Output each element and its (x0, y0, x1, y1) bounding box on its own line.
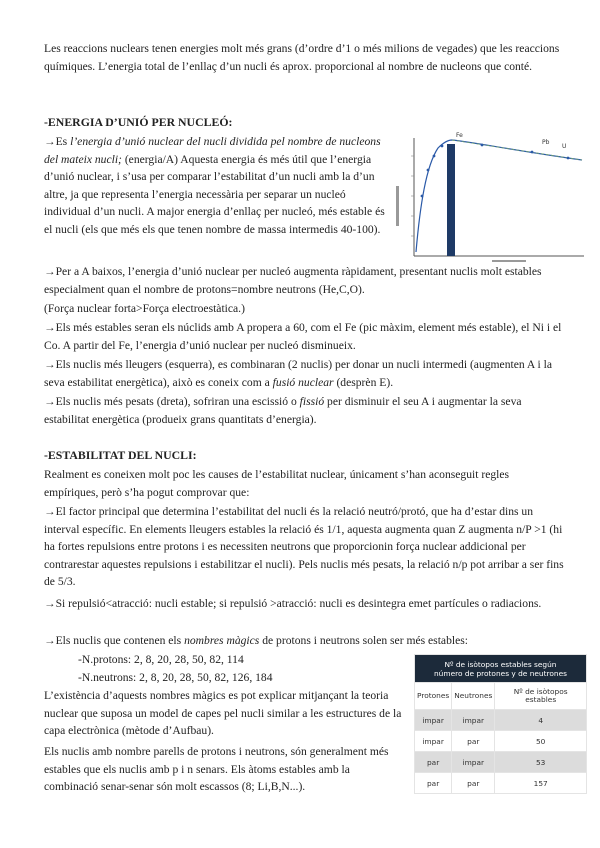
repulsion-attraction-paragraph: →Si repulsió<atracció: nucli estable; si repulsió >atracció: nucli es desintegra emet partícules o radiacions. (44, 597, 542, 610)
table-cell: par (452, 731, 495, 752)
low-a-paragraph: →Per a A baixos, l’energia d’unió nuclear per nucleó augmenta ràpidament, presentant nuclis molt estables especialment quan el nombre de protons=nombre neutrons (He,C,O). (44, 265, 542, 296)
shell-model-paragraph: L’existència d’aquests nombres màgics es pot explicar mitjançant la teoria nuclear que suposa un model de capes pel nucli similar a les estructures de la capa electrònica (mètode d’Aufbau). (44, 689, 402, 737)
fission-emphasis: fissió (299, 395, 325, 408)
table-cell: par (415, 752, 452, 773)
table-row (415, 731, 587, 752)
table-cell: 53 (495, 752, 587, 773)
magic-emphasis: nombres màgics (184, 634, 260, 647)
def-rest-text: (energia/A) Aquesta energia és més útil que l’energia d’unió nuclear, i s’usa per comparar l’estabilitat d’un nucli amb la d’un altre, ja que representa l’energia necessària per separar un nucleó individual d’un nucli. A major energia d’enllaç per nucleó, més estable és el nucli (els que més els que tenen nombre de massa intermedis 40-100). (44, 152, 385, 236)
col-header-neutrones: Neutrones (452, 683, 495, 710)
force-comparison-paragraph: (Força nuclear forta>Força electroestàtica.) (44, 302, 245, 315)
binding-energy-curve-figure (392, 126, 588, 264)
table-cell: par (452, 773, 495, 794)
table-title-line2: número de protones y de neutrones (434, 668, 567, 678)
u-label: U (562, 143, 567, 150)
fusion-text-b: (desprèn E). (333, 375, 394, 389)
fission-text-a: →Els nuclis més pesats (dreta), sofriran una escissió o (44, 395, 300, 408)
table-title-row (415, 655, 587, 683)
stability-intro-paragraph: Realment es coneixen molt poc les causes de l’estabilitat nuclear, únicament s’han aconseguit regles empíriques, però s’ha pogut comprovar que: (44, 468, 510, 499)
table-cell: impar (415, 731, 452, 752)
table-row (415, 710, 587, 731)
intro-paragraph: Les reaccions nuclears tenen energies molt més grans (d’ordre d’1 o més milions de vegades) que les reaccions químiques. L’energia total de l’enllaç d’un nucli és aprox. proporcional al nombre de nucleons que conté. (44, 42, 560, 73)
binding-energy-curve-graph (392, 126, 588, 264)
col-header-protones: Protones (415, 683, 452, 710)
stable-isotopes-table (414, 654, 587, 794)
table-cell: 4 (495, 710, 587, 731)
magic-text-b: de protons i neutrons solen ser més estables: (259, 634, 468, 647)
table-title-line1: Nº de isòtopos estables según (444, 659, 557, 669)
fission-text-b: per disminuir el seu A i augmentar la seva estabilitat energètica (produeix grans quantitats d’energia). (44, 395, 522, 426)
table-cell: impar (452, 710, 495, 731)
fission-paragraph (44, 393, 564, 428)
most-stable-paragraph: →Els més estables seran els núclids amb A propera a 60, com el Fe (pic màxim, element més estable), el Ni i el Co. A partir del Fe, l’energia d’unió nuclear per nucleó disminueix. (44, 321, 562, 352)
col-header-isotopos: Nº de isòtopos estables (495, 683, 587, 710)
neutron-proton-ratio-paragraph: →El factor principal que determina l’estabilitat del nucli és la relació neutró/protó, que ha d’estar dins un interval específic. En elements lleugers estables la relació és 1/1, aquesta augmenta quan Z augmenta n/P >1 (hi ha fortes repulsions entre protons i es necessiten neutrons que proporcionin força nuclear addicional per contrarestar aquestes repulsions i estabilitzar el nucli). Pels nuclis més pesats, la relació n/p pot arribar a ser fins de 5/3. (44, 505, 564, 588)
pb-label: Pb (542, 139, 550, 146)
fusion-paragraph (44, 356, 564, 391)
fusion-text-a: →Els nuclis més lleugers (esquerra), es combinaran (2 nuclis) per donar un nucli intermedi (augmenten A i la seva estabilitat energètica), això es coneix com a (44, 358, 553, 389)
fe-label: Fe (456, 132, 463, 139)
table-cell: 50 (495, 731, 587, 752)
section-heading-binding-energy: -ENERGIA D’UNIÓ PER NUCLEÓ: (44, 115, 233, 129)
table-cell: par (415, 773, 452, 794)
magic-protons-line: -N.protons: 2, 8, 20, 28, 50, 82, 114 (78, 653, 244, 666)
magic-numbers-paragraph (44, 632, 564, 650)
def-arrow-text: →Es (44, 135, 71, 148)
table-header-row (415, 683, 587, 710)
table-cell: impar (452, 752, 495, 773)
def-emphasis: l’energia d’unió nuclear del nucli dividida pel nombre de nucleons del mateix nucli; (44, 135, 381, 166)
fe-peak-bar (447, 144, 455, 256)
even-odd-paragraph: Els nuclis amb nombre parells de protons i neutrons, són generalment més estables que els nuclis amb p i n senars. Els àtoms estables amb la combinació senar-senar són molt escassos (8; Li,B,N...). (44, 745, 389, 793)
magic-neutrons-line: -N.neutrons: 2, 8, 20, 28, 50, 82, 126, 184 (78, 671, 273, 684)
table-cell: 157 (495, 773, 587, 794)
magic-text-a: →Els nuclis que contenen els (44, 634, 185, 647)
fusion-emphasis: fusió nuclear (272, 375, 334, 389)
section-heading-stability: -ESTABILITAT DEL NUCLI: (44, 448, 197, 462)
table-title (415, 655, 587, 683)
table-row (415, 752, 587, 773)
binding-energy-definition (44, 133, 389, 238)
table-cell: impar (415, 710, 452, 731)
table-row (415, 773, 587, 794)
